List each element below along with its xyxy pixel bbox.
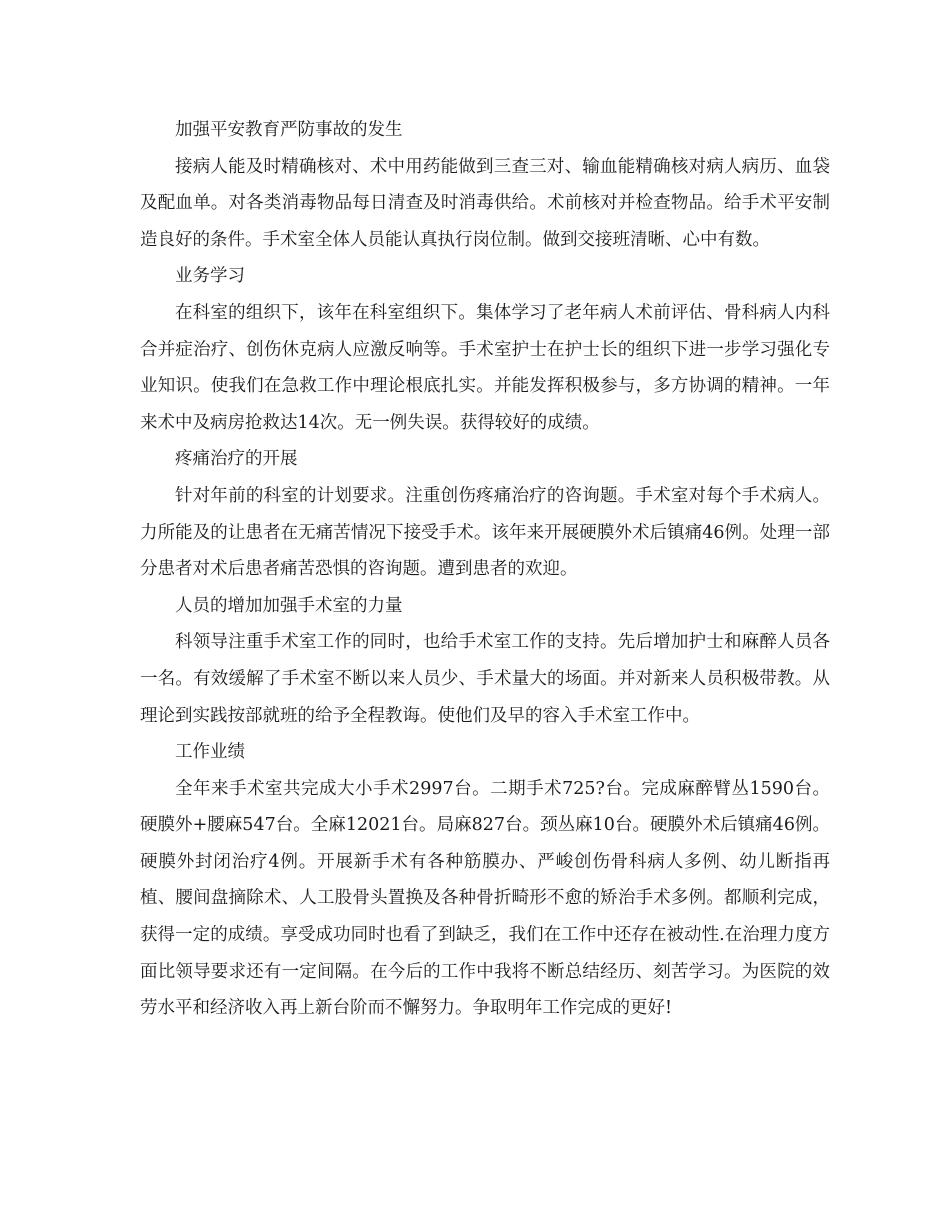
section-pain-treatment [140, 441, 830, 587]
document-page [140, 112, 830, 1027]
section-heading: 疼痛治疗的开展 [175, 449, 298, 470]
section-staffing [140, 588, 830, 734]
section-body: 全年来手术室共完成大小手术2997台。二期手术725?台。完成麻醉臂丛1590台。硬膜外+腰麻547台。全麻12021台。局麻827台。颈丛麻10台。硬膜外术后镇痛46例。硬膜外封闭治疗4例。开展新手术有各种筋膜办、严峻创伤骨科病人多例、幼儿断指再植、腰间盘摘除术、人工股骨头置换及各种骨折畸形不愈的矫治手术多例。都顺利完成，获得一定的成绩。享受成功同时也看了到缺乏，我们在工作中还存在被动性.在治理力度方面比领导要求还有一定间隔。在今后的工作中我将不断总结经历、刻苦学习。为医院的效劳水平和经济收入再上新台阶而不懈努力。争取明年工作完成的更好! [140, 778, 830, 1019]
section-safety [140, 112, 830, 258]
section-heading: 人员的增加加强手术室的力量 [175, 595, 403, 616]
section-body: 科领导注重手术室工作的同时，也给手术室工作的支持。先后增加护士和麻醉人员各一名。有效缓解了手术室不断以来人员少、手术量大的场面。并对新来人员积极带教。从理论到实践按部就班的给予全程教诲。使他们及早的容入手术室工作中。 [140, 632, 830, 726]
section-study [140, 258, 830, 441]
section-heading: 业务学习 [175, 266, 245, 287]
section-body: 接病人能及时精确核对、术中用药能做到三查三对、输血能精确核对病人病历、血袋及配血单。对各类消毒物品每日清查及时消毒供给。术前核对并检查物品。给手术平安制造良好的条件。手术室全体人员能认真执行岗位制。做到交接班清晰、心中有数。 [140, 156, 830, 250]
section-heading: 加强平安教育严防事故的发生 [175, 120, 403, 140]
section-body: 针对年前的科室的计划要求。注重创伤疼痛治疗的咨询题。手术室对每个手术病人。力所能及的让患者在无痛苦情况下接受手术。该年来开展硬膜外术后镇痛46例。处理一部分患者对术后患者痛苦恐惧的咨询题。遭到患者的欢迎。 [140, 485, 830, 580]
section-heading: 工作业绩 [175, 742, 245, 763]
section-performance [140, 734, 830, 1027]
section-body: 在科室的组织下，该年在科室组织下。集体学习了老年病人术前评估、骨科病人内科合并症治疗、创伤休克病人应激反响等。手术室护士在护士长的组织下进一步学习强化专业知识。使我们在急救工作中理论根底扎实。并能发挥积极参与，多方协调的精神。一年来术中及病房抢救达14次。无一例失误。获得较好的成绩。 [140, 302, 830, 433]
